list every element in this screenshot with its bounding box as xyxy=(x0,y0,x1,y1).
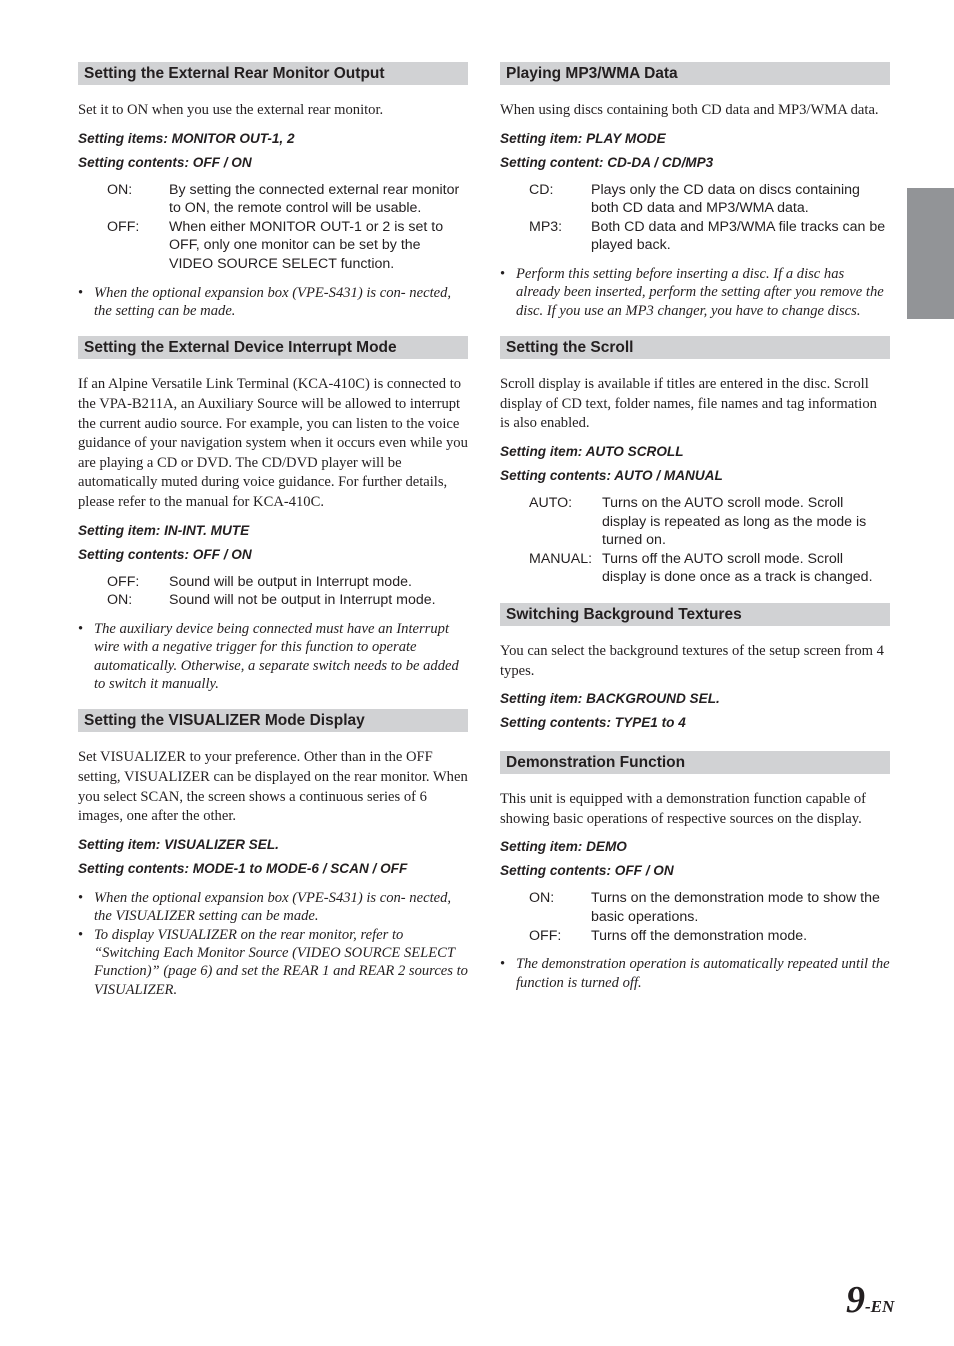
option-description: When either MONITOR OUT-1 or 2 is set to OFF, only one monitor can be set by the VIDEO SOURCE SELECT function. xyxy=(169,218,444,272)
options-list xyxy=(500,181,890,255)
option-row xyxy=(78,591,468,610)
notes-list xyxy=(78,889,468,999)
setting-contents-label: Setting content: CD-DA / CD/MP3 xyxy=(500,154,714,170)
note-text: The auxiliary device being connected must have an Interrupt wire with a negative trigger for this function to operate automatically. Otherwise, a separate switch needs to be added to switch it manually. xyxy=(94,620,459,692)
setting-item-label: Setting item: VISUALIZER SEL. xyxy=(78,836,279,852)
note-item xyxy=(78,284,468,321)
settings-section xyxy=(78,62,468,320)
note-text: Perform this setting before inserting a disc. If a disc has already been inserted, perform the setting after you remove the disc. If you use an MP3 changer, you have to change discs. xyxy=(516,265,884,319)
section-heading: Setting the VISUALIZER Mode Display xyxy=(78,709,468,732)
option-row xyxy=(78,181,468,218)
setting-item-label: Setting item: IN-INT. MUTE xyxy=(78,522,250,538)
option-description: Plays only the CD data on discs containing both CD data and MP3/WMA data. xyxy=(591,181,860,217)
note-text: When the optional expansion box (VPE-S431) is con- nected, the VISUALIZER setting can be made. xyxy=(94,889,452,925)
option-row xyxy=(500,550,890,587)
settings-section xyxy=(500,62,890,320)
left-column xyxy=(78,62,468,1015)
body-paragraph: Set it to ON when you use the external rear monitor. xyxy=(78,102,384,118)
section-heading: Setting the External Device Interrupt Mode xyxy=(78,336,468,359)
option-row xyxy=(500,218,890,255)
options-list xyxy=(78,573,468,610)
settings-section xyxy=(500,336,890,587)
body-paragraph: When using discs containing both CD data and MP3/WMA data. xyxy=(500,102,879,118)
setting-item-label: Setting item: AUTO SCROLL xyxy=(500,443,684,459)
option-key: CD: xyxy=(529,181,554,198)
setting-contents-label: Setting contents: OFF / ON xyxy=(500,863,674,879)
section-tab-marker xyxy=(907,188,954,319)
page-number-value: 9 xyxy=(846,1279,865,1321)
body-paragraph: Scroll display is available if titles are entered in the disc. Scroll display of CD text, folder names, file names and tag information is also enabled. xyxy=(500,376,877,432)
bullet-icon: • xyxy=(500,265,506,282)
settings-section xyxy=(500,751,890,992)
setting-contents-label: Setting contents: OFF / ON xyxy=(78,154,252,170)
setting-item-label: Setting item: PLAY MODE xyxy=(500,130,666,146)
options-list xyxy=(78,181,468,274)
option-description: Turns off the AUTO scroll mode. Scroll display is done once as a track is changed. xyxy=(602,550,873,586)
bullet-icon: • xyxy=(78,889,84,906)
page-number xyxy=(846,1278,894,1322)
note-item xyxy=(78,926,468,1000)
body-paragraph: You can select the background textures of the setup screen from 4 types. xyxy=(500,642,884,679)
option-key: ON: xyxy=(107,181,133,198)
option-key: MP3: xyxy=(529,218,563,235)
body-paragraph: This unit is equipped with a demonstration function capable of showing basic operations of respective sources on the display. xyxy=(500,791,866,827)
setting-item-label: Setting item: BACKGROUND SEL. xyxy=(500,691,720,707)
settings-section xyxy=(78,336,468,693)
options-list xyxy=(500,889,890,945)
note-item xyxy=(500,955,890,992)
option-description: Turns off the demonstration mode. xyxy=(591,927,808,944)
setting-contents-label: Setting contents: TYPE1 to 4 xyxy=(500,715,686,731)
section-heading: Setting the External Rear Monitor Output xyxy=(78,62,468,85)
bullet-icon: • xyxy=(500,956,506,973)
section-heading: Setting the Scroll xyxy=(500,336,890,359)
section-heading: Switching Background Textures xyxy=(500,603,890,626)
section-heading: Demonstration Function xyxy=(500,751,890,774)
options-list xyxy=(500,494,890,587)
option-description: Turns on the AUTO scroll mode. Scroll display is repeated as long as the mode is turned on. xyxy=(602,494,867,549)
bullet-icon: • xyxy=(78,620,84,637)
option-key: OFF: xyxy=(529,927,562,944)
option-key: ON: xyxy=(107,592,133,609)
note-item xyxy=(500,265,890,320)
bullet-icon: • xyxy=(78,926,84,943)
option-description: Sound will be output in Interrupt mode. xyxy=(169,573,412,590)
notes-list xyxy=(500,265,890,320)
note-text: To display VISUALIZER on the rear monitor, refer to “Switching Each Monitor Source (VIDEO SOURCE SELECT Function)” (page 6) and set the REAR 1 and REAR 2 sources to VISUALIZER. xyxy=(94,926,468,998)
option-key: OFF: xyxy=(107,573,140,590)
option-row xyxy=(78,573,468,592)
settings-section xyxy=(78,709,468,999)
option-row xyxy=(500,181,890,218)
option-key: OFF: xyxy=(107,218,140,235)
option-description: Both CD data and MP3/WMA file tracks can be played back. xyxy=(591,218,886,254)
notes-list xyxy=(78,620,468,694)
option-key: ON: xyxy=(529,890,555,907)
page-number-suffix: -EN xyxy=(865,1297,895,1316)
option-row xyxy=(78,218,468,274)
setting-contents-label: Setting contents: AUTO / MANUAL xyxy=(500,467,723,483)
note-text: When the optional expansion box (VPE-S431) is con- nected, the setting can be made. xyxy=(94,284,452,319)
option-description: By setting the connected external rear monitor to ON, the remote control will be usable. xyxy=(169,181,460,217)
option-description: Sound will not be output in Interrupt mode. xyxy=(169,592,436,609)
note-text: The demonstration operation is automatically repeated until the function is turned off. xyxy=(516,956,890,991)
option-description: Turns on the demonstration mode to show the basic operations. xyxy=(591,890,880,925)
option-row xyxy=(500,927,890,946)
setting-item-label: Setting items: MONITOR OUT-1, 2 xyxy=(78,130,295,146)
right-column xyxy=(500,62,890,1008)
body-paragraph: Set VISUALIZER to your preference. Other than in the OFF setting, VISUALIZER can be displayed on the rear monitor. When you select SCAN, the screen shows a continuous series of 6 images, one after the other. xyxy=(78,749,468,825)
notes-list xyxy=(500,955,890,992)
settings-section xyxy=(500,603,890,735)
setting-contents-label: Setting contents: OFF / ON xyxy=(78,546,252,562)
option-key: MANUAL: xyxy=(529,550,593,567)
notes-list xyxy=(78,284,468,321)
body-paragraph: If an Alpine Versatile Link Terminal (KCA-410C) is connected to the VPA-B211A, an Auxiliary Source will be allowed to interrupt the current audio source. For example, you can listen to the voice guidance of your navigation system when it occurs even while you are playing a CD or DVD. The CD/DVD player will be automatically muted during voice guidance. For further details, please refer to the manual for KCA-410C. xyxy=(78,376,468,510)
note-item xyxy=(78,620,468,694)
note-item xyxy=(78,889,468,926)
setting-contents-label: Setting contents: MODE-1 to MODE-6 / SCAN / OFF xyxy=(78,860,408,876)
setting-item-label: Setting item: DEMO xyxy=(500,839,627,855)
bullet-icon: • xyxy=(78,284,84,301)
option-row xyxy=(500,889,890,926)
option-key: AUTO: xyxy=(529,494,573,511)
section-heading: Playing MP3/WMA Data xyxy=(500,62,890,85)
option-row xyxy=(500,494,890,550)
